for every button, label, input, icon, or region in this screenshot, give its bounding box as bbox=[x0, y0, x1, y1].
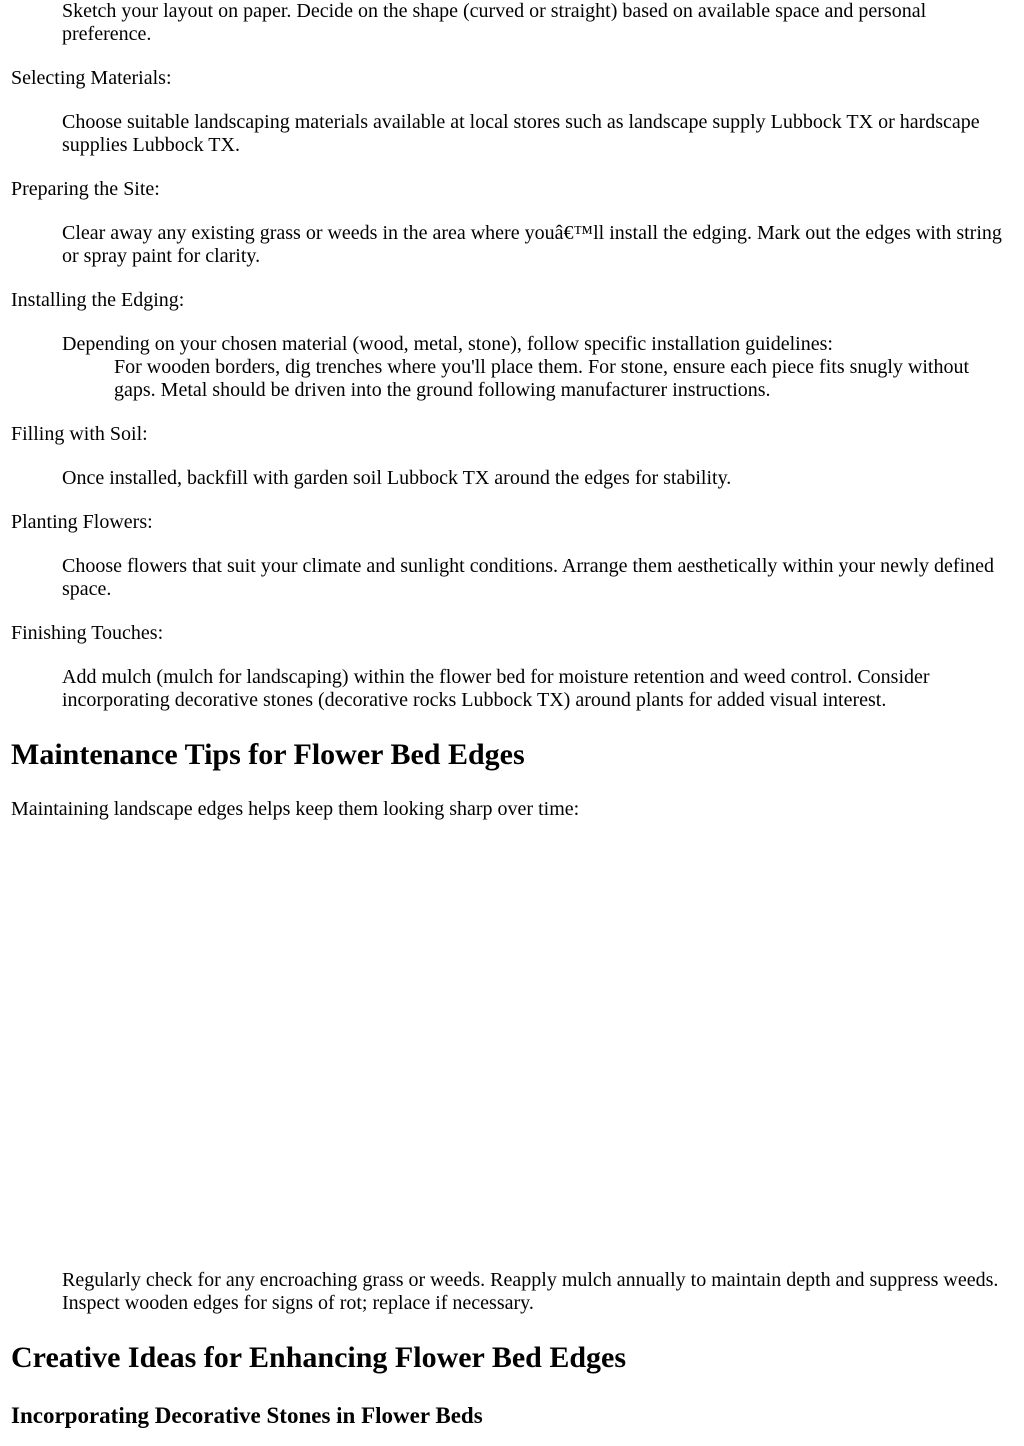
step-term-finishing-touches: Finishing Touches: bbox=[11, 622, 164, 644]
step-term-selecting-materials: Selecting Materials: bbox=[11, 67, 172, 89]
sketch-layout-text: Sketch your layout on paper. Decide on the shape (curved or straight) based on available space and personal preference. bbox=[62, 0, 927, 45]
step-term-planting-flowers: Planting Flowers: bbox=[11, 511, 153, 533]
creative-ideas-heading: Creative Ideas for Enhancing Flower Bed Edges bbox=[11, 1341, 627, 1374]
step-term-installing-edging: Installing the Edging: bbox=[11, 289, 185, 311]
step-desc-preparing-site: Clear away any existing grass or weeds in the area where youâ€™ll install the edging. Mark out the edges with string or spray paint for clarity. bbox=[62, 222, 1002, 267]
maintenance-heading: Maintenance Tips for Flower Bed Edges bbox=[11, 738, 525, 771]
step-desc-installing-edging: Depending on your chosen material (wood, metal, stone), follow specific installation guidelines: bbox=[62, 333, 833, 355]
step-term-preparing-site: Preparing the Site: bbox=[11, 178, 160, 200]
step-desc-selecting-materials: Choose suitable landscaping materials available at local stores such as landscape supply Lubbock TX or hardscape supplies Lubbock TX. bbox=[62, 111, 980, 156]
step-term-filling-soil: Filling with Soil: bbox=[11, 423, 148, 445]
step-desc-planting-flowers: Choose flowers that suit your climate and sunlight conditions. Arrange them aesthetically within your newly defined space. bbox=[62, 555, 995, 600]
step-desc-finishing-touches: Add mulch (mulch for landscaping) within the flower bed for moisture retention and weed control. Consider incorporating decorative stones (decorative rocks Lubbock TX) around plants for added visual interest. bbox=[62, 666, 930, 711]
step-nested-installing-edging: For wooden borders, dig trenches where you'll place them. For stone, ensure each piece fits snugly without gaps. Metal should be driven into the ground following manufacturer instructions. bbox=[114, 356, 970, 401]
maintenance-tip: Regularly check for any encroaching grass or weeds. Reapply mulch annually to maintain depth and suppress weeds. Inspect wooden edges for signs of rot; replace if necessary. bbox=[62, 1269, 999, 1314]
decorative-stones-subheading: Incorporating Decorative Stones in Flower Beds bbox=[11, 1403, 483, 1428]
maintenance-intro: Maintaining landscape edges helps keep them looking sharp over time: bbox=[11, 798, 580, 820]
blank-image-area bbox=[62, 840, 962, 1250]
step-desc-filling-soil: Once installed, backfill with garden soil Lubbock TX around the edges for stability. bbox=[62, 467, 732, 489]
